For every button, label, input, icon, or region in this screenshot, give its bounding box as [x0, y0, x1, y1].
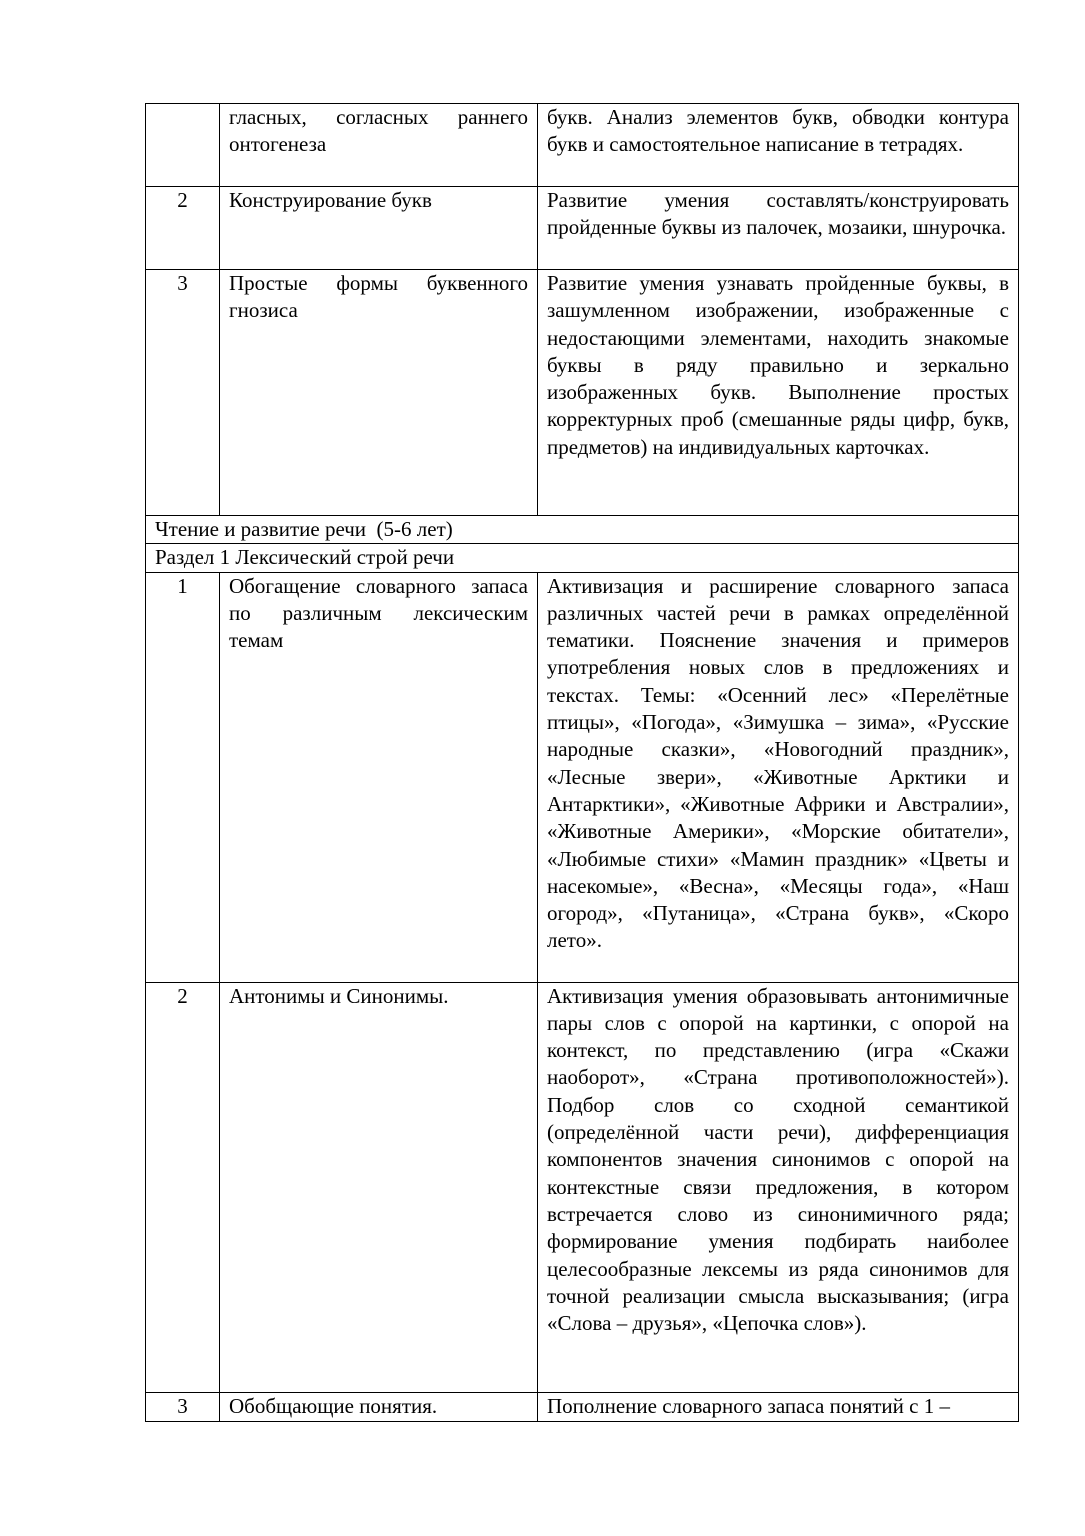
row-number: 3	[146, 270, 220, 516]
topic-cell: гласных, согласных раннего онтогенеза	[220, 104, 538, 187]
description-cell: Развитие умения узнавать пройденные буквы, в зашумленном изображении, изображенные с недостающими элементами, находить знакомые буквы в ряду правильно и зеркально изображенных букв. Выполнение простых корректурных проб (смешанные ряды цифр, букв, предметов) на индивидуальных карточках.	[538, 270, 1019, 516]
topic-cell: Обобщающие понятия.	[220, 1392, 538, 1421]
description-cell: букв. Анализ элементов букв, обводки контура букв и самостоятельное написание в тетрадях.	[538, 104, 1019, 187]
table-row	[146, 187, 1019, 270]
description-cell: Развитие умения составлять/конструировать пройденные буквы из палочек, мозаики, шнурочка.	[538, 187, 1019, 270]
row-number: 3	[146, 1392, 220, 1421]
table-row	[146, 1392, 1019, 1421]
program-table	[145, 103, 1019, 1422]
table-row	[146, 982, 1019, 1392]
subheading: Чтение и развитие речи (5-6 лет)	[146, 516, 1019, 544]
section-row	[146, 544, 1019, 572]
table-row	[146, 104, 1019, 187]
row-number: 2	[146, 982, 220, 1392]
subheading-row	[146, 516, 1019, 544]
section-title: Раздел 1 Лексический строй речи	[146, 544, 1019, 572]
topic-cell: Обогащение словарного запаса по различным лексическим темам	[220, 572, 538, 982]
row-number: 1	[146, 572, 220, 982]
table-row	[146, 270, 1019, 516]
description-cell: Активизация и расширение словарного запаса различных частей речи в рамках определённой тематики. Пояснение значения и примеров употребления новых слов в предложениях и текстах. Темы: «Осенний лес» «Перелётные птицы», «Погода», «Зимушка – зима», «Русские народные сказки», «Новогодний праздник», «Лесные звери», «Животные Арктики и Антарктики», «Животные Африки и Австралии», «Животные Америки», «Морские обитатели», «Любимые стихи» «Мамин праздник» «Цветы и насекомые», «Весна», «Месяцы года», «Наш огород», «Путаница», «Страна букв», «Скоро лето».	[538, 572, 1019, 982]
topic-cell: Простые формы буквенного гнозиса	[220, 270, 538, 516]
row-number	[146, 104, 220, 187]
description-cell: Активизация умения образовывать антонимичные пары слов с опорой на картинки, с опорой на контекст, по представлению (игра «Скажи наоборот», «Страна противоположностей»). Подбор слов со сходной семантикой (определённой части речи), дифференциация компонентов значения синонимов с опорой на контекстные связи предложения, в котором встречается слово из синонимичного ряда; формирование умения подбирать наиболее целесообразные лексемы из ряда синонимов для точной реализации смысла высказывания; (игра «Слова – друзья», «Цепочка слов»).	[538, 982, 1019, 1392]
topic-cell: Антонимы и Синонимы.	[220, 982, 538, 1392]
topic-cell: Конструирование букв	[220, 187, 538, 270]
row-number: 2	[146, 187, 220, 270]
table-row	[146, 572, 1019, 982]
description-cell: Пополнение словарного запаса понятий с 1 –	[538, 1392, 1019, 1421]
